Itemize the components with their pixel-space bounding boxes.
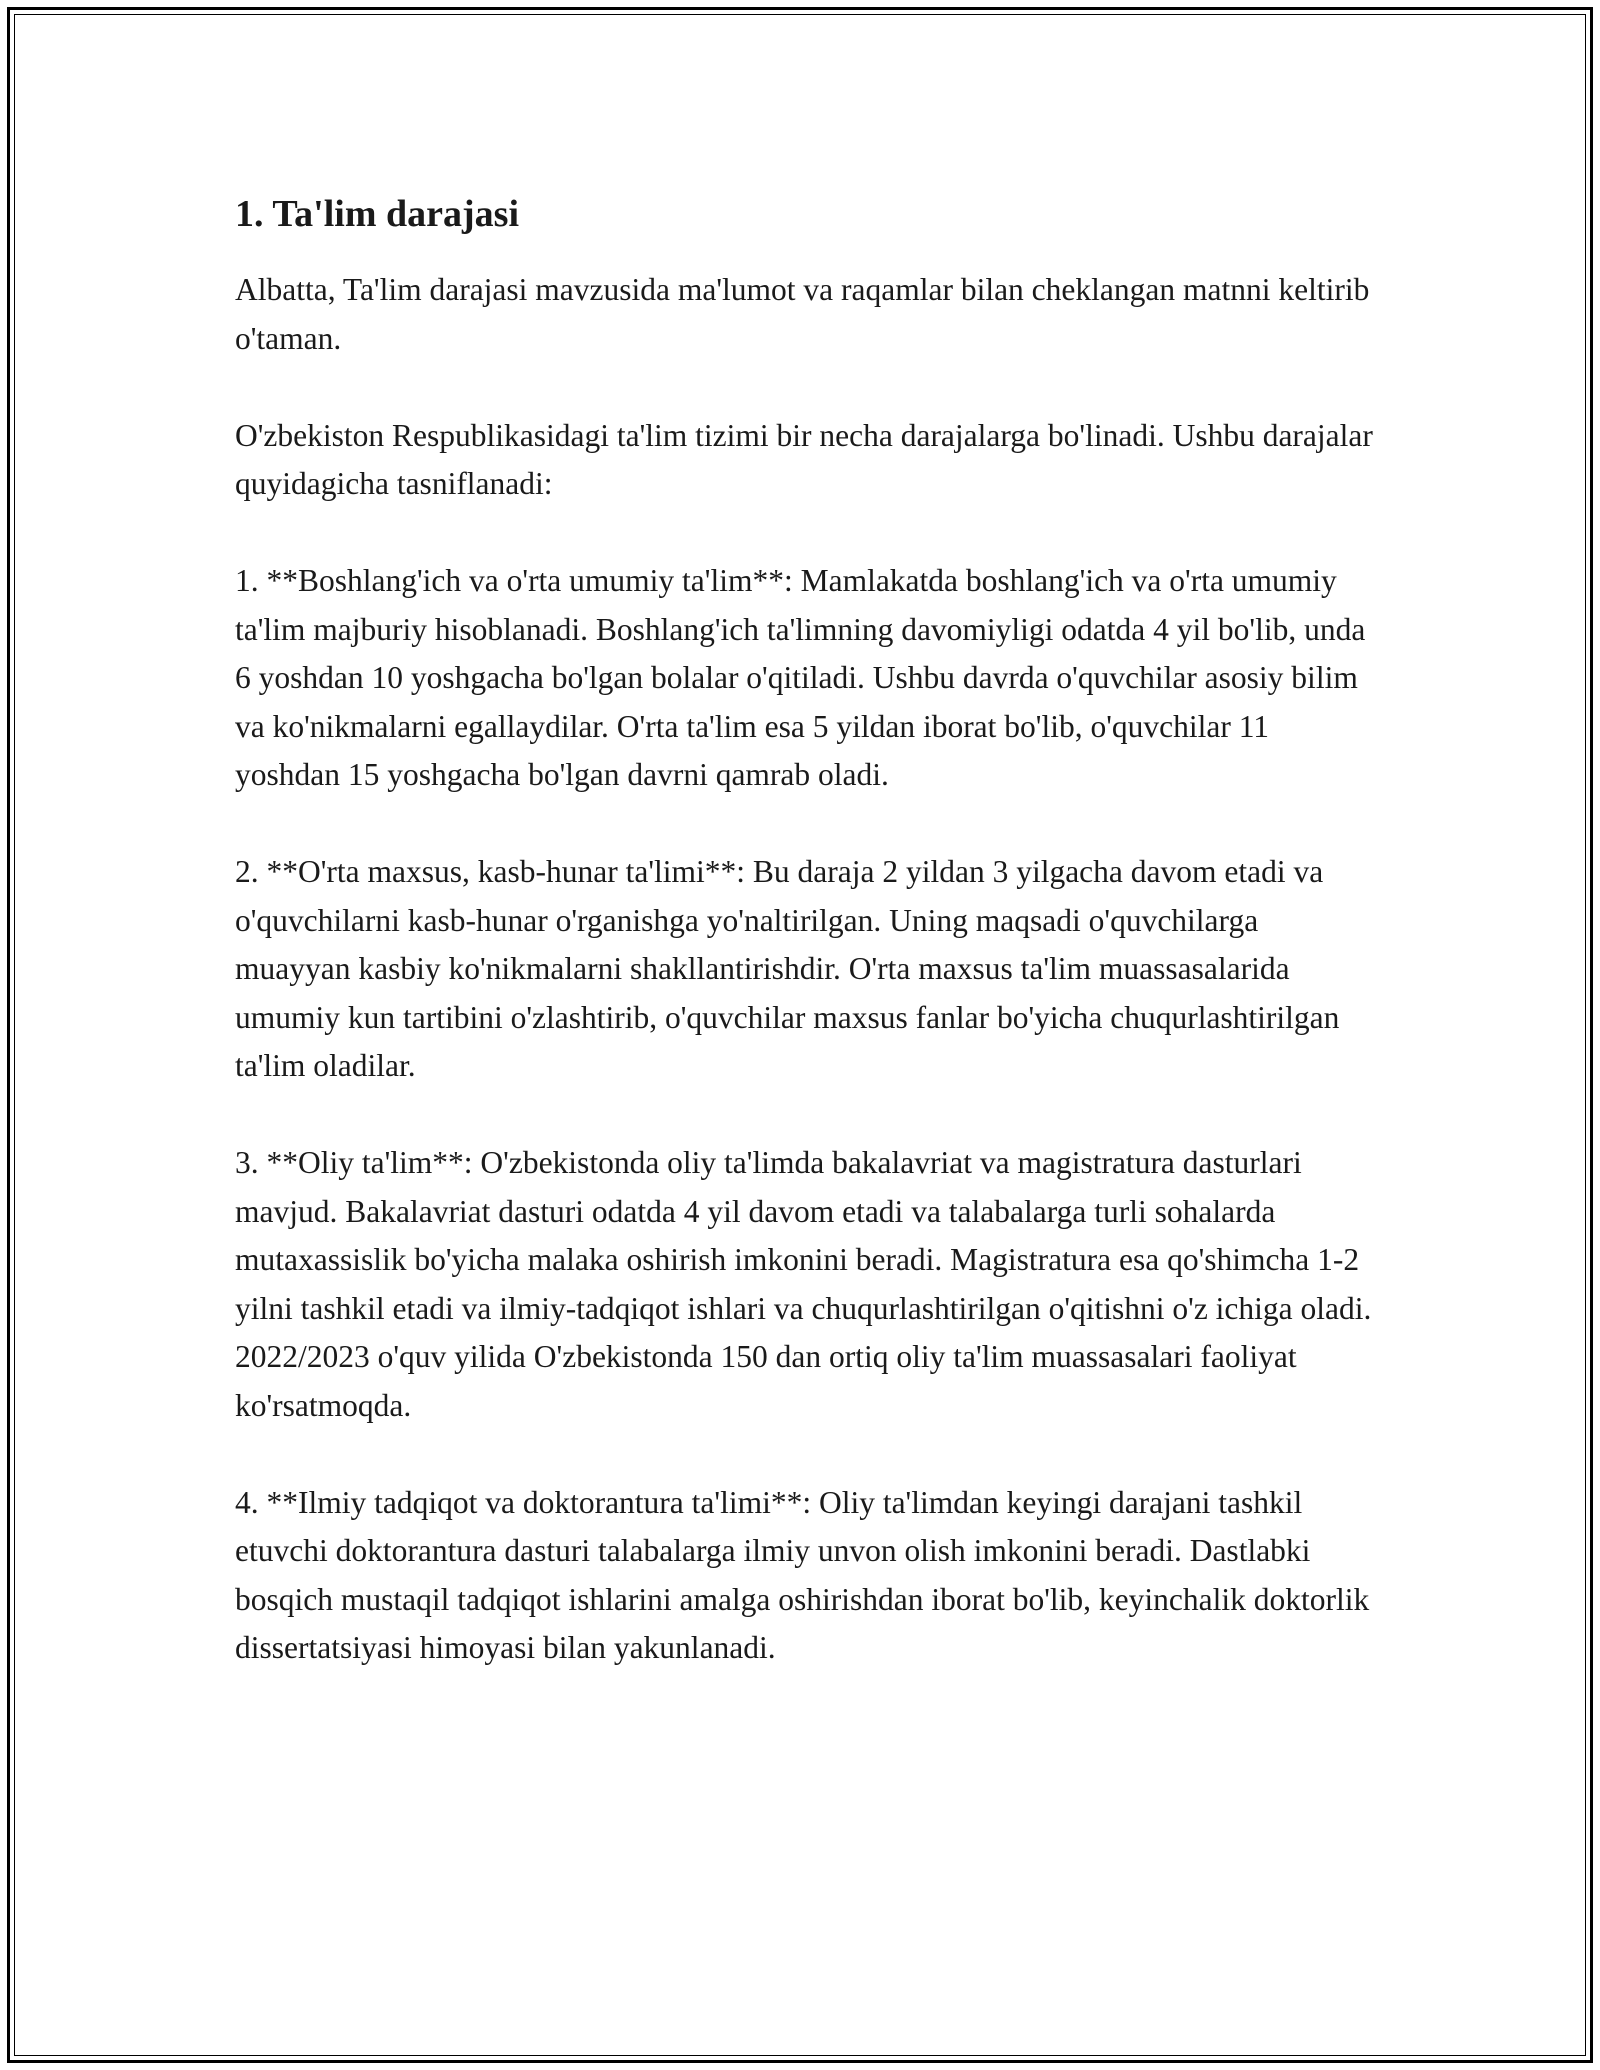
primary-secondary-education-paragraph: 1. **Boshlang'ich va o'rta umumiy ta'lim**: Mamlakatda boshlang'ich va o'rta umumiy ta'lim majburiy hisoblanadi. Boshlang'ich ta'limning davomiyligi odatda 4 yil bo'lib, unda 6 yoshdan 10 yoshgacha bo'lgan bolalar o'qitiladi. Ushbu davrda o'quvchilar asosiy bilim va ko'nikmalarni egallaydilar. O'rta ta'lim esa 5 yildan iborat bo'lib, o'quvchilar 11 yoshdan 15 yoshgacha bo'lgan davrni qamrab oladi.: [235, 563, 1366, 792]
overview-paragraph: O'zbekiston Respublikasidagi ta'lim tizimi bir necha darajalarga bo'linadi. Ushbu darajalar quyidagicha tasniflanadi:: [235, 417, 1373, 501]
vocational-education-paragraph: 2. **O'rta maxsus, kasb-hunar ta'limi**: Bu daraja 2 yildan 3 yilgacha davom etadi va o'quvchilarni kasb-hunar o'rganishga yo'naltirilgan. Uning maqsadi o'quvchilarga muayyan kasbiy ko'nikmalarni shakllantirishdir. O'rta maxsus ta'lim muassasalarida umumiy kun tartibini o'zlashtirib, o'quvchilar maxsus fanlar bo'yicha chuqurlashtirilgan ta'lim oladilar.: [235, 854, 1340, 1083]
intro-paragraph: Albatta, Ta'lim darajasi mavzusida ma'lumot va raqamlar bilan cheklangan matnni keltirib o'taman.: [235, 272, 1370, 356]
document-body: [235, 188, 1375, 1721]
higher-education-paragraph: 3. **Oliy ta'lim**: O'zbekistonda oliy ta'limda bakalavriat va magistratura dasturlari mavjud. Bakalavriat dasturi odatda 4 yil davom etadi va talabalarga turli sohalarda mutaxassislik bo'yicha malaka oshirish imkonini beradi. Magistratura esa qo'shimcha 1-2 yilni tashkil etadi va ilmiy-tadqiqot ishlari va chuqurlashtirilgan o'qitishni o'z ichiga oladi. 2022/2023 o'quv yilida O'zbekistonda 150 dan ortiq oliy ta'lim muassasalari faoliyat ko'rsatmoqda.: [235, 1145, 1372, 1423]
section-heading: 1. Ta'lim darajasi: [235, 193, 519, 235]
doctoral-education-paragraph: 4. **Ilmiy tadqiqot va doktorantura ta'limi**: Oliy ta'limdan keyingi darajani tashkil etuvchi doktorantura dasturi talabalarga ilmiy unvon olish imkonini beradi. Dastlabki bosqich mustaqil tadqiqot ishlarini amalga oshirishdan iborat bo'lib, keyinchalik doktorlik dissertatsiyasi himoyasi bilan yakunlanadi.: [235, 1484, 1370, 1665]
